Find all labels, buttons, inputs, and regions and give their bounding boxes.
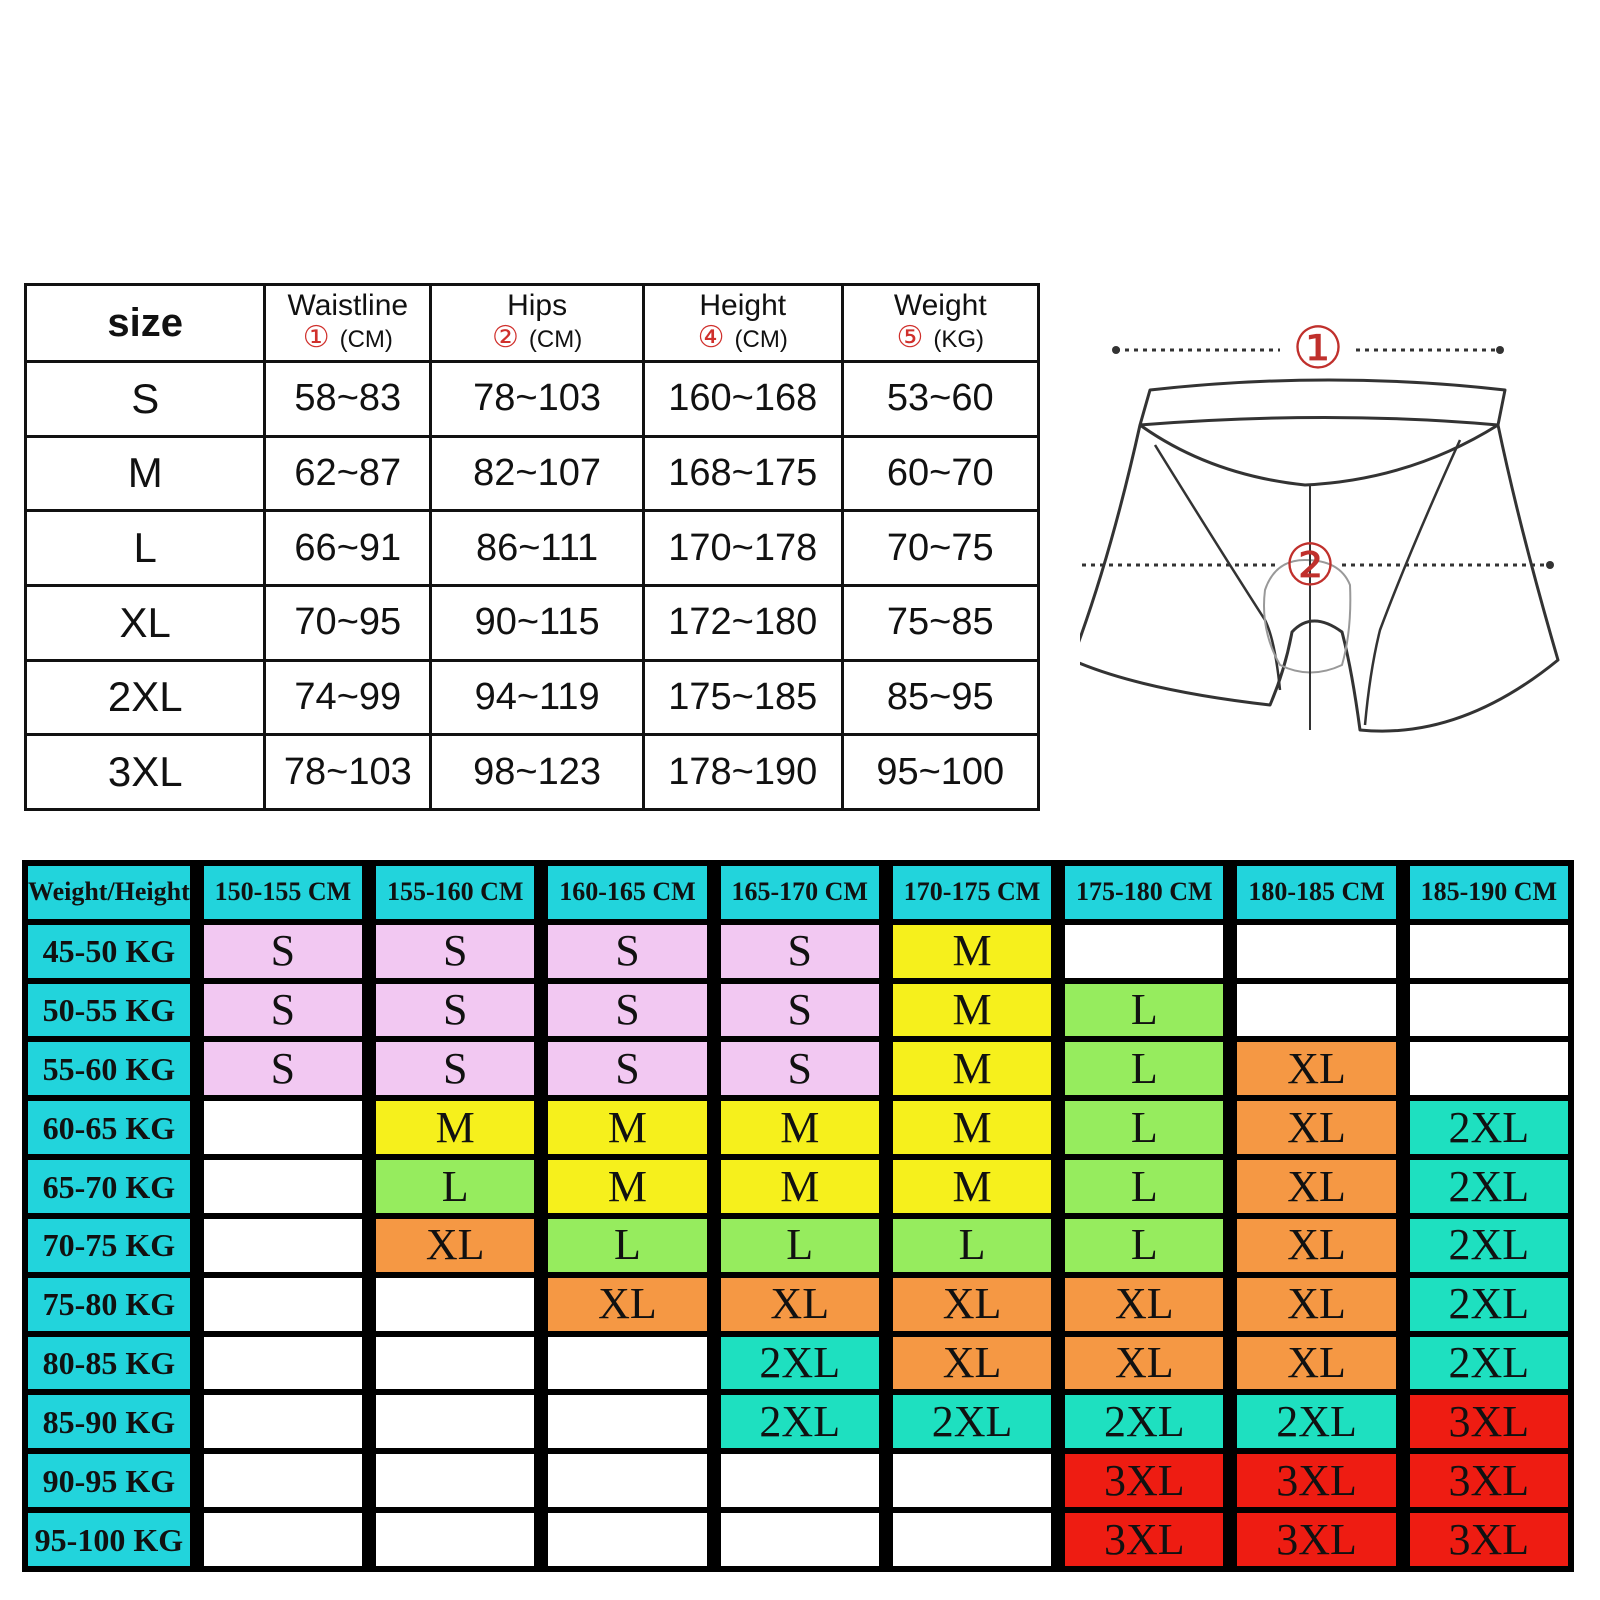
hips-marker: ② — [491, 321, 519, 354]
size-grid-cell: XL — [1065, 1337, 1223, 1390]
empty-grid-cell — [376, 1454, 534, 1507]
size-grid-cell: 2XL — [1410, 1337, 1568, 1390]
size-grid-cell: M — [548, 1160, 706, 1213]
size-cell: S — [26, 362, 265, 437]
empty-grid-cell — [204, 1160, 362, 1213]
size-grid-cell: 3XL — [1237, 1513, 1395, 1566]
size-grid-cell: XL — [376, 1219, 534, 1272]
size-grid-cell: XL — [721, 1278, 879, 1331]
size-grid-cell: M — [893, 1042, 1051, 1095]
size-grid-cell: L — [721, 1219, 879, 1272]
size-grid-cell: S — [376, 925, 534, 978]
size-grid-cell: L — [1065, 1160, 1223, 1213]
empty-grid-cell — [893, 1454, 1051, 1507]
height-unit: (CM) — [734, 326, 788, 353]
weight-row-header: 70-75 KG — [28, 1219, 190, 1272]
size-grid-cell: 2XL — [1065, 1395, 1223, 1448]
empty-grid-cell — [1410, 925, 1568, 978]
size-grid-cell: 2XL — [1410, 1219, 1568, 1272]
height-column-header — [644, 285, 843, 362]
size-grid-cell: S — [548, 1042, 706, 1095]
empty-grid-cell — [893, 1513, 1051, 1566]
size-grid-cell: 3XL — [1410, 1395, 1568, 1448]
hips-cell: 86~111 — [431, 511, 644, 586]
height-column-header: 170-175 CM — [893, 866, 1051, 919]
size-grid-cell: XL — [1237, 1337, 1395, 1390]
hips-unit: (CM) — [528, 326, 583, 353]
size-grid-cell: XL — [1237, 1278, 1395, 1331]
table-row — [26, 585, 1039, 660]
empty-grid-cell — [376, 1337, 534, 1390]
size-grid-cell: 3XL — [1237, 1454, 1395, 1507]
size-grid-cell: S — [204, 925, 362, 978]
size-recommendation-grid — [22, 860, 1574, 1572]
waist-cell: 74~99 — [265, 660, 431, 735]
weight-row-header: 55-60 KG — [28, 1042, 190, 1095]
size-cell: 2XL — [26, 660, 265, 735]
weight-unit: (KG) — [933, 326, 985, 353]
height-cell: 168~175 — [644, 436, 843, 511]
empty-grid-cell — [1410, 984, 1568, 1037]
empty-grid-cell — [204, 1219, 362, 1272]
size-grid-cell: M — [893, 1101, 1051, 1154]
size-grid-cell: S — [204, 984, 362, 1037]
empty-grid-cell — [548, 1337, 706, 1390]
size-grid-cell: 2XL — [721, 1395, 879, 1448]
size-grid-cell: XL — [1237, 1219, 1395, 1272]
height-cell: 170~178 — [644, 511, 843, 586]
waist-cell: 62~87 — [265, 436, 431, 511]
size-grid-cell: M — [721, 1160, 879, 1213]
weight-column-header — [842, 285, 1039, 362]
weight-row-header: 50-55 KG — [28, 984, 190, 1037]
size-measurement-table — [24, 283, 1040, 811]
height-header-label: Height — [699, 289, 787, 322]
height-marker: ④ — [697, 321, 725, 354]
size-grid-cell: L — [376, 1160, 534, 1213]
weight-marker: ⑤ — [896, 321, 924, 354]
empty-grid-cell — [548, 1454, 706, 1507]
grid-corner-label: Weight/Height — [28, 866, 190, 919]
hip-marker-label: ② — [1284, 533, 1336, 598]
size-cell: M — [26, 436, 265, 511]
size-grid-cell: L — [1065, 984, 1223, 1037]
size-grid-cell: M — [376, 1101, 534, 1154]
size-grid-cell: 3XL — [1065, 1454, 1223, 1507]
size-grid-cell: S — [376, 1042, 534, 1095]
size-grid-cell: 2XL — [1410, 1101, 1568, 1154]
weight-row-header: 75-80 KG — [28, 1278, 190, 1331]
size-grid-cell: S — [721, 984, 879, 1037]
size-grid-cell: 3XL — [1410, 1513, 1568, 1566]
size-grid-cell: XL — [1065, 1278, 1223, 1331]
size-grid-cell: M — [893, 984, 1051, 1037]
table-row — [26, 660, 1039, 735]
weight-cell: 53~60 — [842, 362, 1039, 437]
empty-grid-cell — [1065, 925, 1223, 978]
empty-grid-cell — [204, 1278, 362, 1331]
empty-grid-cell — [548, 1395, 706, 1448]
weight-cell: 70~75 — [842, 511, 1039, 586]
table-row — [26, 436, 1039, 511]
size-grid-cell: 2XL — [721, 1337, 879, 1390]
size-grid-cell: XL — [1237, 1101, 1395, 1154]
height-column-header: 185-190 CM — [1410, 866, 1568, 919]
size-grid-cell: L — [1065, 1042, 1223, 1095]
table-row — [26, 511, 1039, 586]
height-column-header: 155-160 CM — [376, 866, 534, 919]
height-cell: 178~190 — [644, 735, 843, 810]
weight-row-header: 95-100 KG — [28, 1513, 190, 1566]
size-grid-cell: S — [548, 984, 706, 1037]
empty-grid-cell — [204, 1513, 362, 1566]
size-header-label: size — [107, 301, 184, 345]
height-column-header: 175-180 CM — [1065, 866, 1223, 919]
waist-cell: 78~103 — [265, 735, 431, 810]
size-grid-cell: XL — [893, 1278, 1051, 1331]
empty-grid-cell — [548, 1513, 706, 1566]
hips-column-header — [431, 285, 644, 362]
empty-grid-cell — [204, 1101, 362, 1154]
table-row — [26, 735, 1039, 810]
size-cell: L — [26, 511, 265, 586]
waist-cell: 70~95 — [265, 585, 431, 660]
empty-grid-cell — [721, 1513, 879, 1566]
waist-measure-line — [1112, 316, 1504, 381]
size-grid-cell: L — [1065, 1219, 1223, 1272]
size-grid-cell: XL — [1237, 1042, 1395, 1095]
empty-grid-cell — [1410, 1042, 1568, 1095]
height-column-header: 165-170 CM — [721, 866, 879, 919]
hips-cell: 94~119 — [431, 660, 644, 735]
height-cell: 175~185 — [644, 660, 843, 735]
size-grid-cell: 2XL — [1410, 1160, 1568, 1213]
size-cell: XL — [26, 585, 265, 660]
weight-cell: 75~85 — [842, 585, 1039, 660]
hips-cell: 78~103 — [431, 362, 644, 437]
size-grid-cell: XL — [893, 1337, 1051, 1390]
size-grid-cell: XL — [548, 1278, 706, 1331]
empty-grid-cell — [376, 1395, 534, 1448]
weight-cell: 60~70 — [842, 436, 1039, 511]
size-grid-cell: L — [548, 1219, 706, 1272]
weight-row-header: 85-90 KG — [28, 1395, 190, 1448]
size-grid-cell: M — [721, 1101, 879, 1154]
hips-cell: 90~115 — [431, 585, 644, 660]
empty-grid-cell — [204, 1395, 362, 1448]
size-grid-cell: L — [893, 1219, 1051, 1272]
waist-cell: 58~83 — [265, 362, 431, 437]
height-cell: 172~180 — [644, 585, 843, 660]
empty-grid-cell — [204, 1337, 362, 1390]
empty-grid-cell — [204, 1454, 362, 1507]
shorts-measurement-diagram — [1080, 310, 1600, 770]
size-grid-cell: M — [893, 925, 1051, 978]
size-grid-cell: 3XL — [1065, 1513, 1223, 1566]
empty-grid-cell — [721, 1454, 879, 1507]
weight-cell: 95~100 — [842, 735, 1039, 810]
size-grid-cell: 3XL — [1410, 1454, 1568, 1507]
hips-header-label: Hips — [507, 289, 568, 322]
weight-header-label: Weight — [893, 289, 987, 322]
empty-grid-cell — [1237, 984, 1395, 1037]
size-grid-cell: XL — [1237, 1160, 1395, 1213]
size-column-header — [26, 285, 265, 362]
size-grid-cell: M — [893, 1160, 1051, 1213]
size-grid-cell: 2XL — [1237, 1395, 1395, 1448]
empty-grid-cell — [376, 1278, 534, 1331]
size-grid-cell: M — [548, 1101, 706, 1154]
size-grid-cell: S — [376, 984, 534, 1037]
waist-cell: 66~91 — [265, 511, 431, 586]
height-column-header: 150-155 CM — [204, 866, 362, 919]
height-cell: 160~168 — [644, 362, 843, 437]
weight-cell: 85~95 — [842, 660, 1039, 735]
size-grid-cell: S — [721, 925, 879, 978]
size-grid-cell: S — [721, 1042, 879, 1095]
weight-row-header: 65-70 KG — [28, 1160, 190, 1213]
empty-grid-cell — [1237, 925, 1395, 978]
height-column-header: 160-165 CM — [548, 866, 706, 919]
waistline-unit: (CM) — [339, 326, 393, 353]
weight-row-header: 45-50 KG — [28, 925, 190, 978]
size-table-header-row — [26, 285, 1039, 362]
table-row — [26, 362, 1039, 437]
size-grid-cell: S — [548, 925, 706, 978]
empty-grid-cell — [376, 1513, 534, 1566]
weight-row-header: 90-95 KG — [28, 1454, 190, 1507]
waistline-header-label: Waistline — [287, 289, 409, 322]
size-grid-cell: 2XL — [1410, 1278, 1568, 1331]
weight-row-header: 60-65 KG — [28, 1101, 190, 1154]
waistline-marker: ① — [302, 321, 330, 354]
waistline-column-header — [265, 285, 431, 362]
waist-marker-label: ① — [1292, 316, 1344, 381]
size-grid-cell: L — [1065, 1101, 1223, 1154]
height-column-header: 180-185 CM — [1237, 866, 1395, 919]
size-grid-cell: S — [204, 1042, 362, 1095]
hips-cell: 98~123 — [431, 735, 644, 810]
size-cell: 3XL — [26, 735, 265, 810]
hip-measure-line — [1080, 533, 1554, 598]
size-grid-cell: 2XL — [893, 1395, 1051, 1448]
hips-cell: 82~107 — [431, 436, 644, 511]
weight-row-header: 80-85 KG — [28, 1337, 190, 1390]
